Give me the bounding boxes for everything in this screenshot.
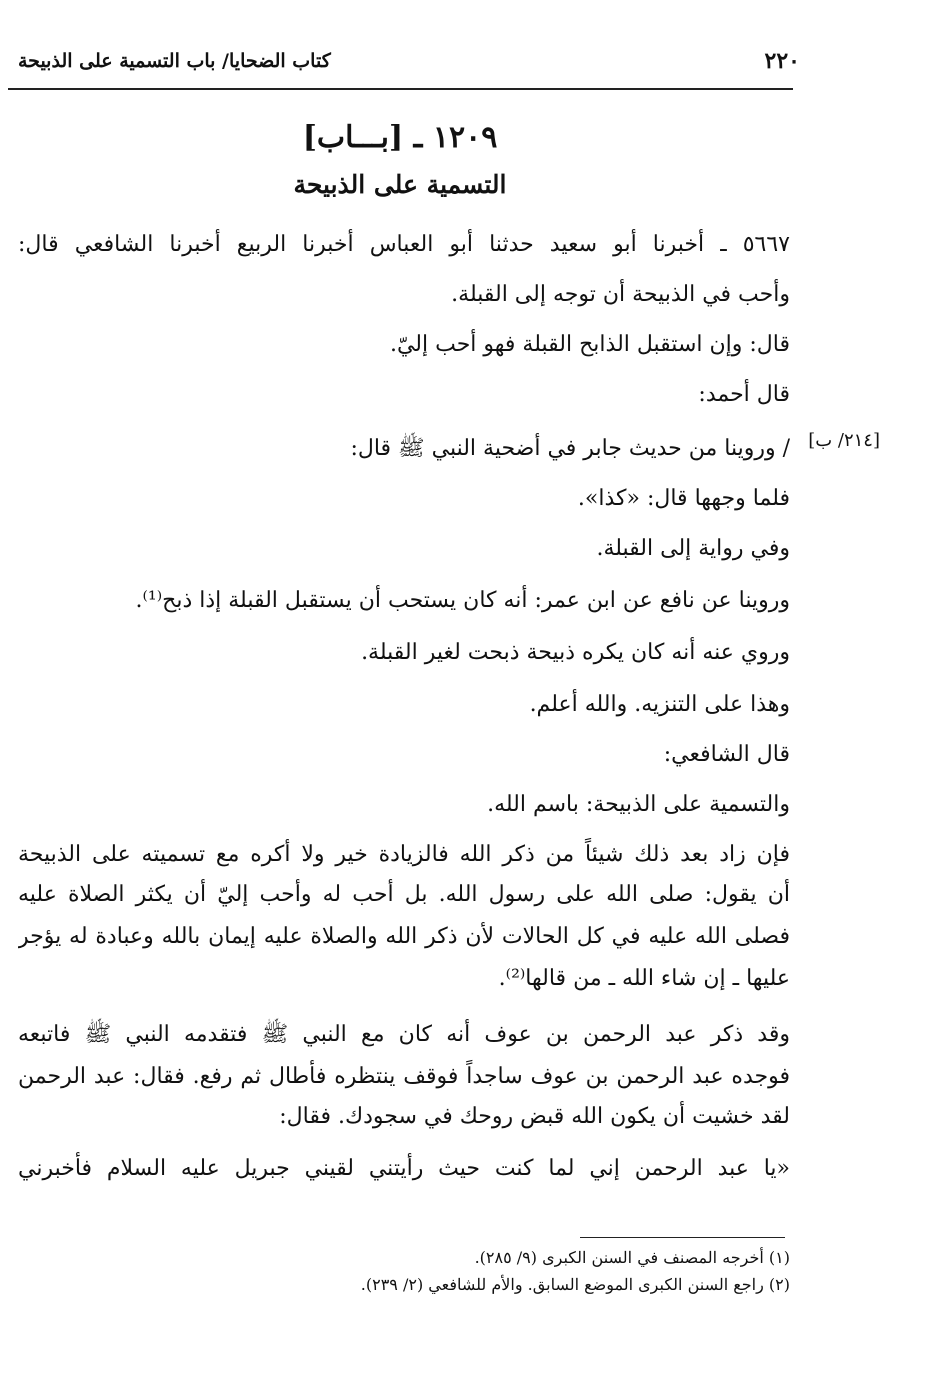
footnote-divider (580, 1237, 785, 1238)
manuscript-folio-note: [٢١٤/ ب] (808, 430, 880, 451)
text-line: أن يقول: صلى الله على رسول الله. بل أحب له وأحب إليّ أن يكثر الصلاة عليه (18, 882, 790, 907)
chapter-title: التسمية على الذبيحة (293, 170, 507, 199)
text-line: والتسمية على الذبيحة: باسم الله. (487, 792, 790, 817)
text-line: فوجده عبد الرحمن بن عوف ساجداً فوقف ينتظره فأطال ثم رفع. فقال: عبد الرحمن (18, 1064, 790, 1089)
chapter-number: ١٢٠٩ ـ [بـــاب] (302, 120, 498, 155)
text-line: وروينا عن نافع عن ابن عمر: أنه كان يستحب أن يستقبل القبلة إذا ذبح⁽¹⁾. (135, 588, 790, 613)
text-line: قال الشافعي: (663, 742, 790, 767)
text-line: قال: وإن استقبل الذابح القبلة فهو أحب إليّ. (389, 332, 790, 357)
text-line: «يا عبد الرحمن إني لما كنت حيث رأيتني لقيني جبريل عليه السلام فأخبرني (18, 1156, 790, 1181)
text-line: فإن زاد بعد ذلك شيئاً من ذكر الله فالزيادة خير ولا أكره مع تسميته على الذبيحة (18, 842, 790, 867)
text-line: لقد خشيت أن يكون الله قبض روحك في سجودك. فقال: (279, 1104, 790, 1129)
text-line: ٥٦٦٧ ـ أخبرنا أبو سعيد حدثنا أبو العباس أخبرنا الربيع أخبرنا الشافعي قال: (18, 232, 790, 257)
footnote: (٢) راجع السنن الكبرى الموضع السابق. والأم للشافعي (٢/ ٢٣٩). (360, 1275, 790, 1294)
text-line: وأحب في الذبيحة أن توجه إلى القبلة. (451, 282, 790, 307)
text-line: وفي رواية إلى القبلة. (596, 536, 790, 561)
footnote: (١) أخرجه المصنف في السنن الكبرى (٩/ ٢٨٥). (474, 1248, 790, 1267)
text-line: / وروينا من حديث جابر في أضحية النبي ﷺ قال: (350, 436, 790, 461)
text-line: وقد ذكر عبد الرحمن بن عوف أنه كان مع النبي ﷺ فتقدمه النبي ﷺ فاتبعه (18, 1022, 790, 1047)
running-head-title: كتاب الضحايا/ باب التسمية على الذبيحة (18, 50, 331, 72)
page-number: ٢٢٠ (764, 48, 800, 74)
text-line: وروي عنه أنه كان يكره ذبيحة ذبحت لغير القبلة. (361, 640, 790, 665)
text-line: فصلى الله عليه في كل الحالات لأن ذكر الله والصلاة عليه إيمان بالله وعبادة له يؤجر (18, 924, 790, 949)
text-line: وهذا على التنزيه. والله أعلم. (529, 692, 790, 717)
text-line: قال أحمد: (698, 382, 790, 407)
header-divider (8, 88, 793, 90)
text-line: عليها ـ إن شاء الله ـ من قالها⁽²⁾. (498, 966, 790, 991)
text-line: فلما وجهها قال: «كذا». (577, 486, 790, 511)
